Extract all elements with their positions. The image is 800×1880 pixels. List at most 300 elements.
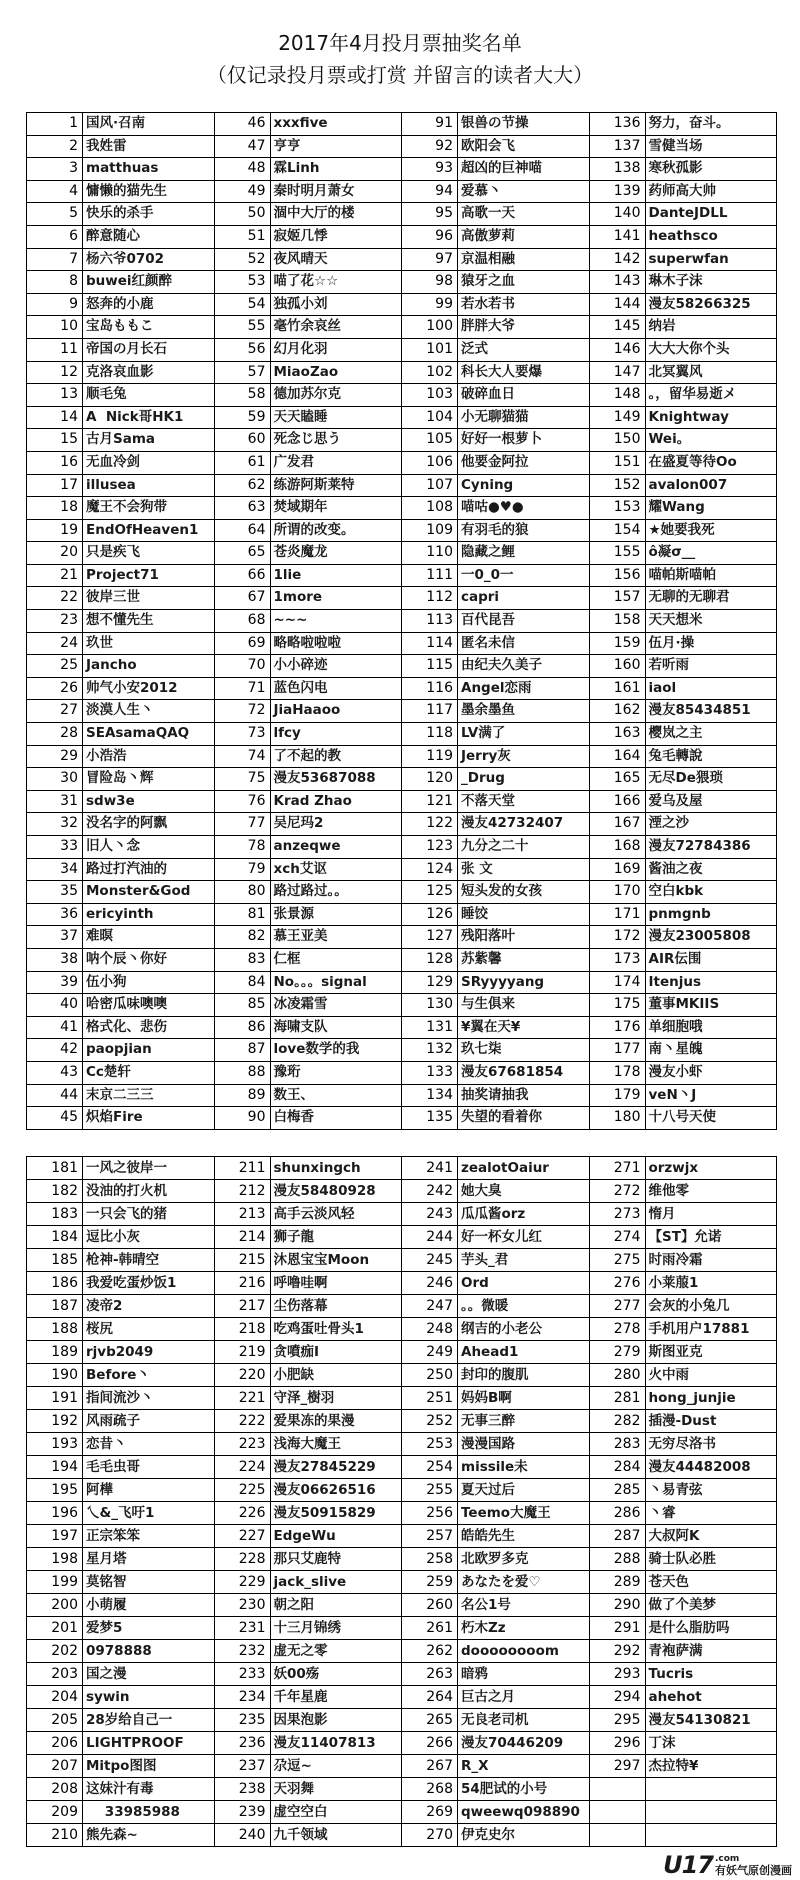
entry-name: 漫友小虾 [646, 1062, 778, 1084]
list-item [215, 1107, 403, 1130]
entry-number: 199 [27, 1571, 83, 1593]
entry-name: あなたを爱♡ [458, 1571, 590, 1593]
list-item [402, 926, 590, 949]
entry-number: 288 [590, 1548, 646, 1570]
entry-name: 广发君 [271, 452, 403, 474]
list-item [215, 746, 403, 769]
entry-number: 209 [27, 1801, 83, 1823]
entry-name: 无聊的无聊君 [646, 587, 778, 609]
entry-number: 289 [590, 1571, 646, 1593]
entry-number: 264 [402, 1686, 458, 1708]
entry-name: 短头发的女孩 [458, 881, 590, 903]
entry-number: 42 [27, 1039, 83, 1061]
entry-name: 玖世 [83, 633, 215, 655]
entry-number: 189 [27, 1341, 83, 1363]
entry-name: 九千领域 [271, 1824, 403, 1846]
list-item [27, 429, 215, 452]
list-item [215, 655, 403, 678]
entry-number: 4 [27, 181, 83, 203]
list-item [590, 836, 778, 859]
entry-name: 毫竹余哀丝 [271, 316, 403, 338]
entry-name [646, 1801, 778, 1823]
entry-number: 100 [402, 316, 458, 338]
list-item [215, 339, 403, 362]
list-item [215, 1571, 403, 1594]
list-item [402, 1272, 590, 1295]
entry-number: 269 [402, 1801, 458, 1823]
list-item [402, 700, 590, 723]
entry-name: 秦时明月萧女 [271, 181, 403, 203]
list-item [27, 203, 215, 226]
entry-name: 练游阿斯莱特 [271, 475, 403, 497]
entry-name: 瓜瓜酱orz [458, 1203, 590, 1225]
entry-name: 琳木子沫 [646, 271, 778, 293]
entry-name: xch艾讴 [271, 859, 403, 881]
list-item [215, 249, 403, 272]
entry-name: 耀Wang [646, 497, 778, 519]
entry-name: 抽奖请抽我 [458, 1085, 590, 1107]
entry-name: 亨亨 [271, 136, 403, 158]
entry-name: 手机用户17881 [646, 1318, 778, 1340]
entry-name: 破碎血日 [458, 384, 590, 406]
entry-number: 60 [215, 429, 271, 451]
entry-number: 272 [590, 1180, 646, 1202]
entry-name: Cc楚轩 [83, 1062, 215, 1084]
list-item [590, 904, 778, 927]
list-item [402, 1107, 590, 1130]
entry-name: 28岁给自己一 [83, 1709, 215, 1731]
entry-name: 由纪夫久美子 [458, 655, 590, 677]
entry-name: 这妹汁有毒 [83, 1778, 215, 1800]
entry-number: 10 [27, 316, 83, 338]
entry-name: 【ST】允诺 [646, 1226, 778, 1248]
entry-name: 欧阳会飞 [458, 136, 590, 158]
entry-number: 135 [402, 1107, 458, 1129]
entry-name: 樱岚之主 [646, 723, 778, 745]
list-item [402, 1410, 590, 1433]
entry-name: 墨余墨鱼 [458, 700, 590, 722]
entry-name: 德加苏尔克 [271, 384, 403, 406]
list-item [215, 1663, 403, 1686]
list-item [27, 1801, 215, 1824]
list-item [590, 362, 778, 385]
entry-number: 186 [27, 1272, 83, 1294]
entry-number: 101 [402, 339, 458, 361]
entry-number: 181 [27, 1157, 83, 1179]
entry-number: 39 [27, 972, 83, 994]
entry-name: 星月塔 [83, 1548, 215, 1570]
entry-name: 喵帕斯喵帕 [646, 565, 778, 587]
entry-name: 苍天色 [646, 1571, 778, 1593]
entry-name: 他要金阿拉 [458, 452, 590, 474]
list-item [27, 926, 215, 949]
entry-number: 3 [27, 158, 83, 180]
entry-name: xxxfive [271, 113, 403, 135]
list-item [590, 1410, 778, 1433]
entry-name: 路过路过。。 [271, 881, 403, 903]
entry-number: 279 [590, 1341, 646, 1363]
entry-name: 药师高大帅 [646, 181, 778, 203]
list-item [215, 1039, 403, 1062]
entry-number: 22 [27, 587, 83, 609]
entry-number: 121 [402, 791, 458, 813]
entry-name: 漫友50915829 [271, 1502, 403, 1524]
entry-name: 会灰的小兔几 [646, 1295, 778, 1317]
list-item [27, 678, 215, 701]
list-item [402, 1318, 590, 1341]
entry-number: 145 [590, 316, 646, 338]
entry-name: ★她要我死 [646, 520, 778, 542]
entry-number: 168 [590, 836, 646, 858]
entry-number: 160 [590, 655, 646, 677]
list-item [590, 723, 778, 746]
entry-number: 152 [590, 475, 646, 497]
entry-name: 封印的腹肌 [458, 1364, 590, 1386]
entry-number: 130 [402, 994, 458, 1016]
list-item [27, 136, 215, 159]
list-item [27, 339, 215, 362]
entry-name: orzwjx [646, 1157, 778, 1179]
entry-name: 爱梦5 [83, 1617, 215, 1639]
entry-number: 164 [590, 746, 646, 768]
entry-number: 267 [402, 1755, 458, 1777]
list-item [215, 633, 403, 656]
entry-name [646, 1824, 778, 1846]
entry-name: 克洛哀血影 [83, 362, 215, 384]
entry-number: 38 [27, 949, 83, 971]
entry-number: 98 [402, 271, 458, 293]
entry-number: 126 [402, 904, 458, 926]
entry-name: R_X [458, 1755, 590, 1777]
list-item [215, 972, 403, 995]
list-column [215, 113, 403, 1130]
list-item [27, 1341, 215, 1364]
entry-name: 维他零 [646, 1180, 778, 1202]
entry-number: 108 [402, 497, 458, 519]
entry-number: 280 [590, 1364, 646, 1386]
winners-table-1 [26, 112, 777, 1130]
entry-number: 179 [590, 1085, 646, 1107]
entry-name: 漫友70446209 [458, 1732, 590, 1754]
list-item [590, 1456, 778, 1479]
entry-number: 115 [402, 655, 458, 677]
list-item [215, 1318, 403, 1341]
list-item [590, 316, 778, 339]
entry-number: 150 [590, 429, 646, 451]
list-item [402, 339, 590, 362]
entry-name: 努力，奋斗。 [646, 113, 778, 135]
entry-number: 141 [590, 226, 646, 248]
entry-name: 丶易青弦 [646, 1479, 778, 1501]
entry-name: 指间流沙丶 [83, 1387, 215, 1409]
entry-number: 284 [590, 1456, 646, 1478]
entry-number: 104 [402, 407, 458, 429]
entry-number: 47 [215, 136, 271, 158]
entry-name: avalon007 [646, 475, 778, 497]
list-item [215, 158, 403, 181]
entry-number: 162 [590, 700, 646, 722]
entry-name: 高傲萝莉 [458, 226, 590, 248]
entry-name: rjvb2049 [83, 1341, 215, 1363]
list-item [590, 1525, 778, 1548]
entry-name: 涸中大厅的楼 [271, 203, 403, 225]
entry-number: 166 [590, 791, 646, 813]
entry-name: 我姓雷 [83, 136, 215, 158]
entry-number: 23 [27, 610, 83, 632]
list-item [215, 1295, 403, 1318]
entry-number: 76 [215, 791, 271, 813]
list-item [402, 1824, 590, 1847]
entry-number: 74 [215, 746, 271, 768]
entry-name: matthuas [83, 158, 215, 180]
entry-name: 小莱菔1 [646, 1272, 778, 1294]
entry-number: 146 [590, 339, 646, 361]
entry-name: 空白kbk [646, 881, 778, 903]
list-column [215, 1157, 403, 1847]
entry-number: 202 [27, 1640, 83, 1662]
entry-name: 小无聊猫猫 [458, 407, 590, 429]
list-item [590, 1364, 778, 1387]
entry-name: 骑士队必胜 [646, 1548, 778, 1570]
list-item [215, 429, 403, 452]
list-item [215, 610, 403, 633]
list-item [590, 429, 778, 452]
list-item [27, 1617, 215, 1640]
entry-name: 国风·召南 [83, 113, 215, 135]
list-item [27, 475, 215, 498]
list-item [27, 1085, 215, 1108]
list-item [402, 1548, 590, 1571]
entry-number: 87 [215, 1039, 271, 1061]
entry-name: 妈妈B啊 [458, 1387, 590, 1409]
list-item [402, 362, 590, 385]
list-item [215, 813, 403, 836]
list-item [402, 1387, 590, 1410]
entry-number: 106 [402, 452, 458, 474]
list-item [590, 633, 778, 656]
entry-number: 97 [402, 249, 458, 271]
entry-name: 了不起的教 [271, 746, 403, 768]
entry-name: 呼噜哇啊 [271, 1272, 403, 1294]
entry-number: 28 [27, 723, 83, 745]
entry-number: 71 [215, 678, 271, 700]
entry-name: 醉意随心 [83, 226, 215, 248]
entry-name: hong_junjie [646, 1387, 778, 1409]
list-item [590, 994, 778, 1017]
entry-name: 小萌履 [83, 1594, 215, 1616]
list-item [215, 791, 403, 814]
entry-number: 173 [590, 949, 646, 971]
list-item [590, 1433, 778, 1456]
entry-name: _Drug [458, 768, 590, 790]
page-title: 2017年4月投月票抽奖名单 [278, 31, 522, 55]
list-item [402, 791, 590, 814]
list-item [590, 1062, 778, 1085]
list-item [215, 723, 403, 746]
entry-name: 寒秋孤影 [646, 158, 778, 180]
entry-number: 248 [402, 1318, 458, 1340]
list-item [27, 1456, 215, 1479]
list-item [27, 1364, 215, 1387]
list-item [215, 1548, 403, 1571]
entry-number: 84 [215, 972, 271, 994]
list-item [590, 407, 778, 430]
list-item [215, 362, 403, 385]
entry-name: 插漫-Dust [646, 1410, 778, 1432]
list-item [215, 1502, 403, 1525]
list-column [402, 1157, 590, 1847]
entry-number: 178 [590, 1062, 646, 1084]
list-item [402, 655, 590, 678]
entry-number: 45 [27, 1107, 83, 1129]
entry-name: buwei红颜醉 [83, 271, 215, 293]
entry-name: 漫友11407813 [271, 1732, 403, 1754]
entry-name: 阿樺 [83, 1479, 215, 1501]
entry-number: 9 [27, 294, 83, 316]
entry-number: 234 [215, 1686, 271, 1708]
list-item [590, 1755, 778, 1778]
entry-number: 268 [402, 1778, 458, 1800]
entry-name: ahehot [646, 1686, 778, 1708]
list-item [590, 700, 778, 723]
logo-tagline: 有妖气原创漫画 [715, 1864, 792, 1877]
entry-name: 南丶星魄 [646, 1039, 778, 1061]
entry-name: 快乐的杀手 [83, 203, 215, 225]
entry-number: 20 [27, 542, 83, 564]
entry-number: 270 [402, 1824, 458, 1846]
entry-name: 青袍萨满 [646, 1640, 778, 1662]
entry-name: iaol [646, 678, 778, 700]
entry-name: 暗鸦 [458, 1663, 590, 1685]
list-item [402, 1295, 590, 1318]
list-item [215, 1203, 403, 1226]
list-item [215, 1062, 403, 1085]
entry-number: 116 [402, 678, 458, 700]
list-item [27, 384, 215, 407]
entry-name: 伍小狗 [83, 972, 215, 994]
entry-name: Mitpo图图 [83, 1755, 215, 1777]
list-item [590, 565, 778, 588]
list-item [215, 1433, 403, 1456]
entry-number: 273 [590, 1203, 646, 1225]
entry-number: 120 [402, 768, 458, 790]
list-item [27, 1594, 215, 1617]
entry-number: 122 [402, 813, 458, 835]
list-item [590, 1686, 778, 1709]
entry-number: 252 [402, 1410, 458, 1432]
list-item [215, 859, 403, 882]
list-item [590, 158, 778, 181]
list-item [590, 926, 778, 949]
list-item [590, 136, 778, 159]
entry-name: 海啸支队 [271, 1017, 403, 1039]
entry-name: 宝岛ももこ [83, 316, 215, 338]
entry-name [646, 1778, 778, 1800]
list-item [590, 1617, 778, 1640]
entry-name: sdw3e [83, 791, 215, 813]
entry-name: 爱乌及屋 [646, 791, 778, 813]
entry-number: 15 [27, 429, 83, 451]
list-item [27, 972, 215, 995]
entry-number: 67 [215, 587, 271, 609]
entry-name: 。，留华易逝メ [646, 384, 778, 406]
entry-number: 163 [590, 723, 646, 745]
list-item [402, 158, 590, 181]
list-item [27, 520, 215, 543]
list-item [215, 1249, 403, 1272]
list-item [215, 565, 403, 588]
entry-number: 165 [590, 768, 646, 790]
entry-name: 纳岩 [646, 316, 778, 338]
entry-number: 94 [402, 181, 458, 203]
list-item [27, 271, 215, 294]
entry-number: 128 [402, 949, 458, 971]
entry-number: 134 [402, 1085, 458, 1107]
list-item [215, 700, 403, 723]
entry-number: 158 [590, 610, 646, 632]
entry-number: 5 [27, 203, 83, 225]
entry-name: 沐恩宝宝Moon [271, 1249, 403, 1271]
entry-number: 113 [402, 610, 458, 632]
entry-number: 295 [590, 1709, 646, 1731]
entry-number: 95 [402, 203, 458, 225]
list-item [590, 655, 778, 678]
entry-number: 85 [215, 994, 271, 1016]
entry-number: 26 [27, 678, 83, 700]
list-item [27, 768, 215, 791]
entry-number: 153 [590, 497, 646, 519]
entry-number: 172 [590, 926, 646, 948]
list-item [590, 1226, 778, 1249]
entry-name: 顺毛兔 [83, 384, 215, 406]
entry-name: 枪神-韩晴空 [83, 1249, 215, 1271]
list-item [215, 1594, 403, 1617]
entry-name: 皓皓先生 [458, 1525, 590, 1547]
list-item [27, 1203, 215, 1226]
entry-number: 70 [215, 655, 271, 677]
list-item [402, 452, 590, 475]
list-item [27, 655, 215, 678]
entry-number: 259 [402, 1571, 458, 1593]
entry-name: 33985988 [83, 1801, 215, 1823]
list-item [402, 542, 590, 565]
entry-number: 61 [215, 452, 271, 474]
entry-number: 241 [402, 1157, 458, 1179]
list-item [27, 1272, 215, 1295]
entry-number: 58 [215, 384, 271, 406]
entry-name: 天羽舞 [271, 1778, 403, 1800]
list-item [590, 181, 778, 204]
entry-name: 桜尻 [83, 1318, 215, 1340]
entry-number: 244 [402, 1226, 458, 1248]
entry-name: Tucris [646, 1663, 778, 1685]
entry-number: 292 [590, 1640, 646, 1662]
list-item [215, 316, 403, 339]
entry-number: 217 [215, 1295, 271, 1317]
list-item [215, 1824, 403, 1847]
entry-name: 大大大你个头 [646, 339, 778, 361]
list-item [590, 294, 778, 317]
entry-name: 古月Sama [83, 429, 215, 451]
entry-number: 246 [402, 1272, 458, 1294]
entry-number: 233 [215, 1663, 271, 1685]
list-item [215, 136, 403, 159]
entry-number: 183 [27, 1203, 83, 1225]
entry-name: 惰月 [646, 1203, 778, 1225]
list-item [402, 429, 590, 452]
list-item [402, 1502, 590, 1525]
list-item [402, 1364, 590, 1387]
